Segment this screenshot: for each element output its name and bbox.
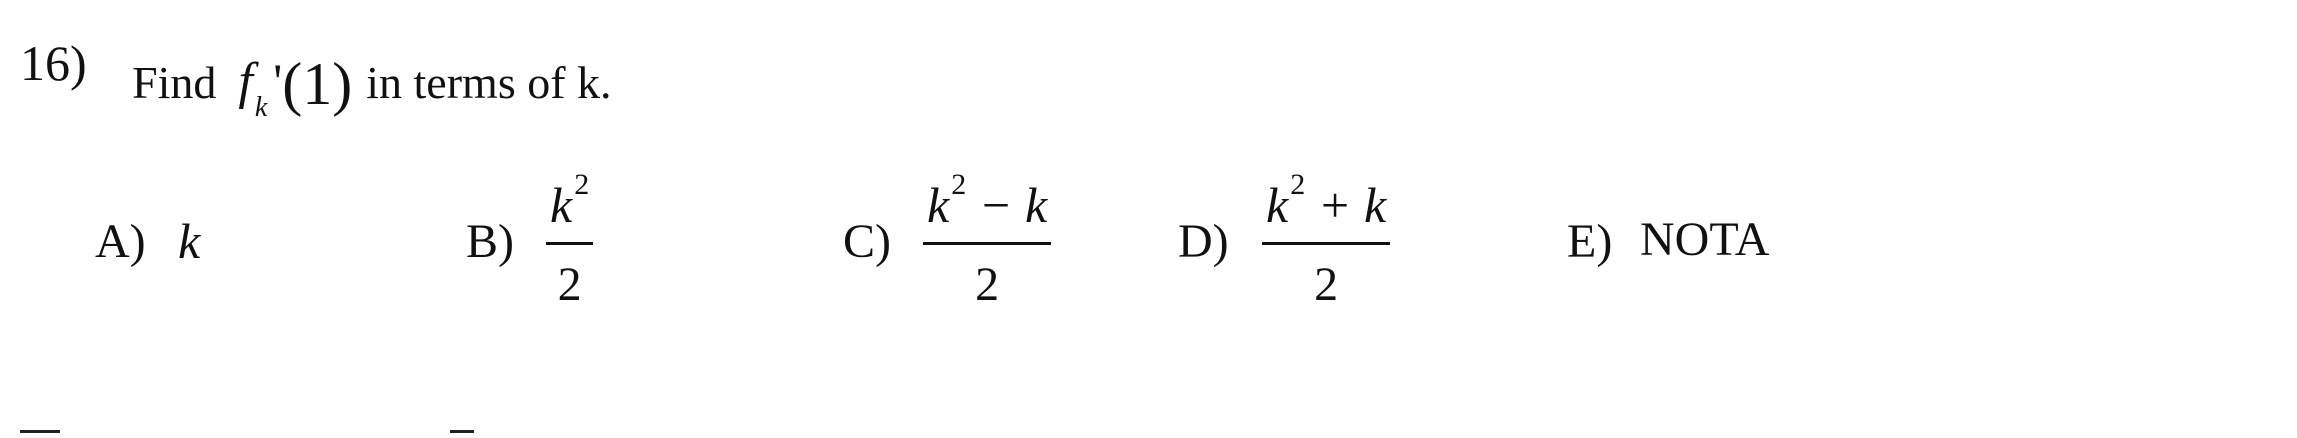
function-symbol: f — [238, 53, 253, 110]
prime-mark: ' — [273, 53, 283, 109]
choice-e-expression: NOTA — [1640, 213, 1770, 266]
function-argument: (1) — [282, 51, 353, 117]
choice-b-numerator: $k^2$ — [550, 168, 590, 233]
function-subscript: k — [254, 92, 268, 123]
question-number: 16) — [20, 35, 87, 91]
choice-b-label: B) — [466, 215, 514, 268]
choice-d-denominator: 2 — [1314, 258, 1339, 311]
choice-d-label: D) — [1178, 215, 1229, 268]
choice-c-numerator: $k^2 - k$ — [927, 168, 1048, 233]
choice-c-label: C) — [843, 215, 891, 268]
choice-c-denominator: 2 — [975, 258, 1000, 311]
choice-d-numerator: $k^2 + k$ — [1266, 168, 1387, 233]
prompt-start: Find — [132, 57, 217, 108]
choice-b-denominator: 2 — [557, 258, 582, 311]
choice-e-label: E) — [1567, 215, 1613, 268]
choice-d-fraction — [1262, 168, 1390, 311]
question-prompt — [132, 48, 612, 123]
prompt-end: in terms of k. — [366, 57, 612, 108]
choice-a-label: A) — [95, 215, 146, 268]
choice-c-fraction — [923, 168, 1051, 311]
choice-b-fraction — [546, 168, 593, 311]
choice-a-expression: k — [178, 213, 201, 269]
